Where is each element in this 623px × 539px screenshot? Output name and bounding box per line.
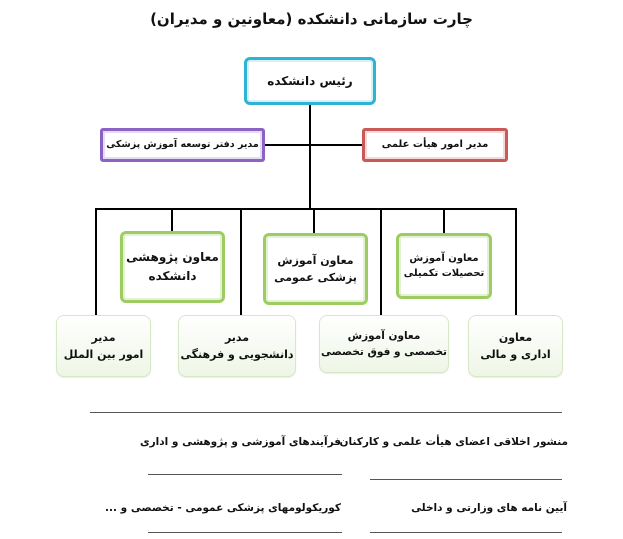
specialty-education-vice-dean-box[interactable]: [319, 315, 449, 373]
connector-bus: [95, 208, 517, 210]
medical-education-manager-label: مدیر دفتر توسعه آموزش پزشکی: [106, 138, 259, 150]
student-cultural-affairs-line2: دانشجویی و فرهنگی: [180, 348, 294, 361]
medical-education-manager-box[interactable]: [100, 128, 265, 162]
processes-link[interactable]: فرآیندهای آموزشی و پژوهشی و اداری: [140, 436, 341, 448]
general-education-vice-dean-box[interactable]: [263, 233, 368, 305]
student-cultural-affairs-line1: مدیر: [224, 330, 250, 344]
connector-managers: [265, 144, 362, 146]
student-cultural-affairs-box[interactable]: [178, 315, 296, 377]
connector-drop-research: [171, 208, 173, 231]
connector-drop-graduate: [443, 208, 445, 233]
international-affairs-line2: امور بین الملل: [63, 348, 144, 361]
research-vice-dean-line1: معاون پژوهشی: [126, 250, 219, 265]
research-vice-dean-box[interactable]: [120, 231, 225, 303]
specialty-education-line2: تخصصی و فوق تخصصی: [321, 346, 447, 358]
general-education-vice-dean-line1: معاون آموزش: [277, 253, 354, 267]
research-vice-dean-line2: دانشکده: [148, 269, 197, 283]
divider-top: [90, 412, 562, 413]
regulations-link[interactable]: آیین نامه های وزارتی و داخلی: [411, 502, 567, 514]
connector-drop-intl: [95, 208, 97, 315]
graduate-vice-dean-box[interactable]: [396, 233, 492, 299]
divider-right-1: [370, 479, 562, 480]
faculty-affairs-manager-box[interactable]: [362, 128, 508, 162]
graduate-vice-dean-line2: تحصیلات تکمیلی: [403, 268, 485, 279]
admin-finance-line2: اداری و مالی: [480, 348, 551, 361]
ethics-charter-link[interactable]: منشور اخلاقی اعضای هیأت علمی و کارکنان: [339, 436, 568, 448]
curricula-link[interactable]: کوریکولومهای پزشکی عمومی - تخصصی و ...: [105, 502, 341, 514]
admin-finance-vice-dean-box[interactable]: [468, 315, 563, 377]
admin-finance-line1: معاون: [498, 330, 533, 344]
graduate-vice-dean-line1: معاون آموزش: [409, 252, 479, 264]
page-title: چارت سازمانی دانشکده (معاونین و مدیران): [150, 10, 473, 28]
faculty-affairs-manager-label: مدیر امور هیأت علمی: [381, 139, 489, 151]
divider-left-1: [148, 474, 342, 475]
connector-drop-admin: [515, 208, 517, 315]
connector-dean-trunk: [309, 105, 311, 209]
general-education-vice-dean-line2: پزشکی عمومی: [274, 271, 357, 284]
connector-drop-general: [313, 208, 315, 233]
specialty-education-line1: معاون آموزش: [347, 329, 421, 342]
divider-left-2: [148, 532, 342, 533]
connector-drop-specialty: [380, 208, 382, 315]
international-affairs-box[interactable]: [56, 315, 151, 377]
divider-right-2: [370, 532, 562, 533]
dean-box[interactable]: [244, 57, 376, 105]
dean-label: رئیس دانشکده: [267, 73, 353, 88]
connector-drop-student: [240, 208, 242, 315]
international-affairs-line1: مدیر: [91, 330, 116, 344]
